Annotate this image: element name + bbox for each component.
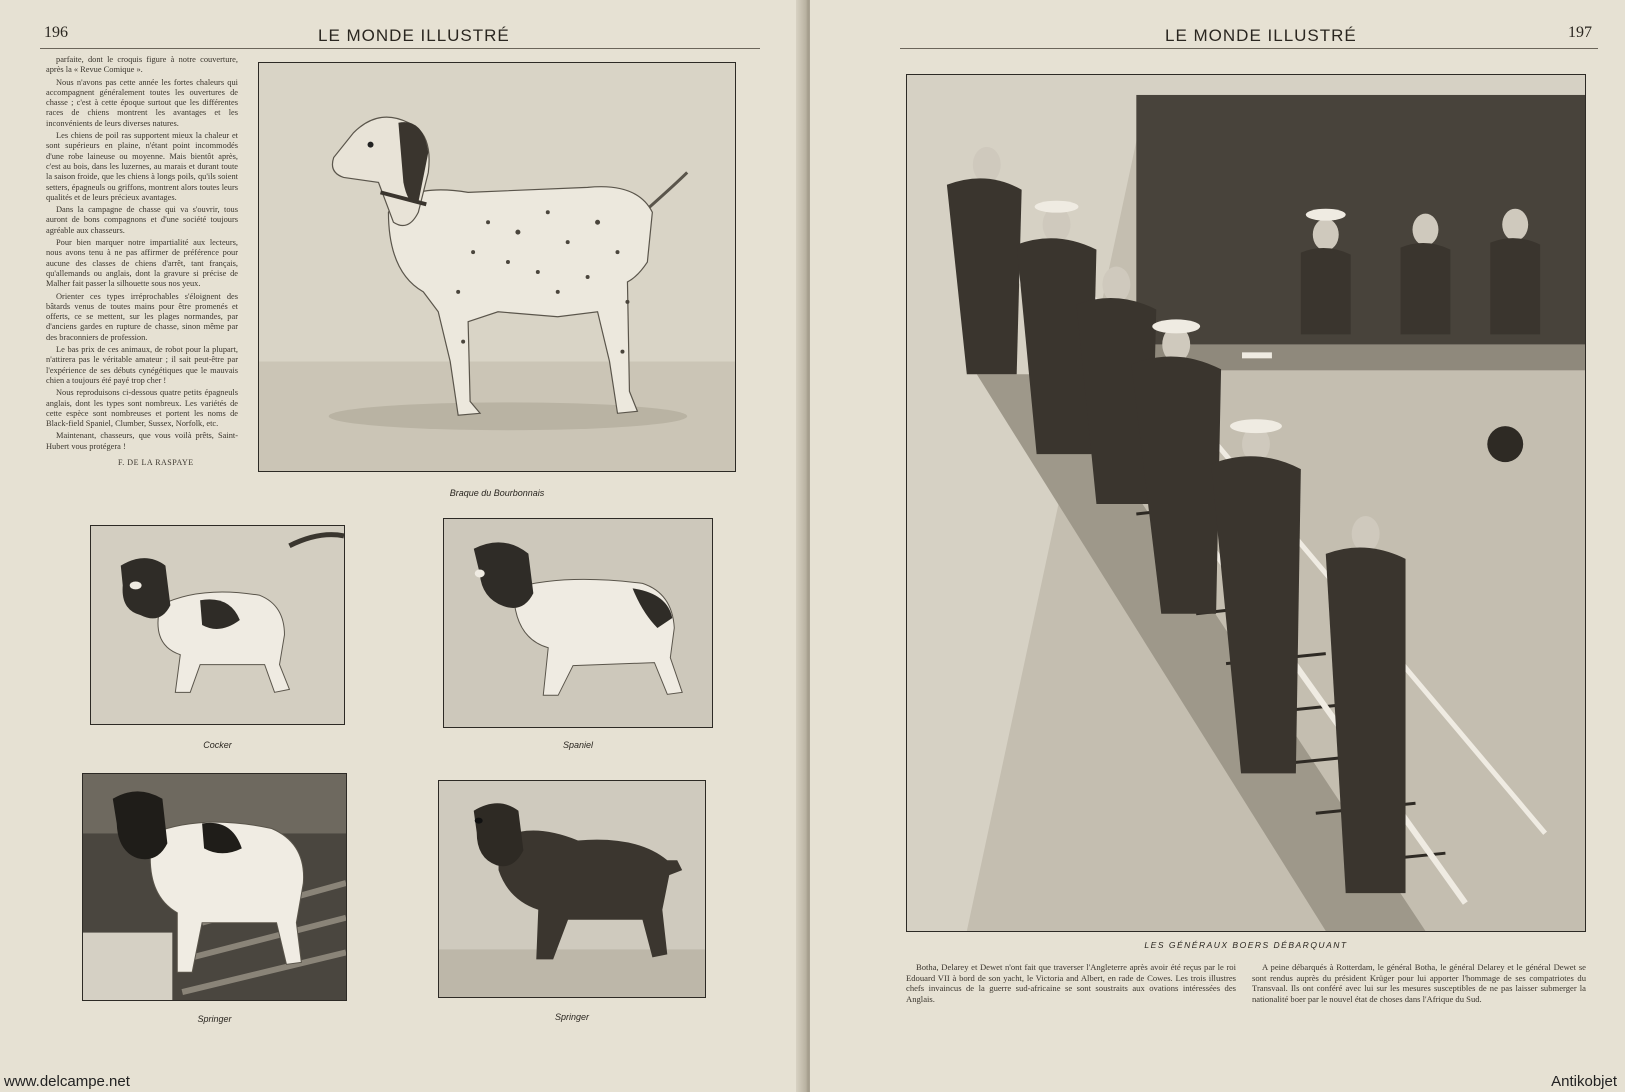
boer-generals-caption: LES GÉNÉRAUX BOERS DÉBARQUANT [1144, 940, 1348, 950]
springer-left-photo [82, 773, 347, 1001]
left-page [0, 0, 805, 1092]
cocker-photo [90, 525, 345, 725]
right-page [810, 0, 1625, 1092]
left-header-rule [40, 48, 760, 49]
springer-right-photo [438, 780, 706, 998]
springer-left-caption: Springer [197, 1014, 232, 1024]
article-paragraph: parfaite, dont le croquis figure à notre couverture, après la « Revue Comique ». [46, 55, 238, 75]
article-paragraph: Nous n'avons pas cette année les fortes chaleurs qui accompagnent généralement toutes les ouvertures de chasse ; c'est à cette époque surtout que les différentes races de chiens montrent les avantages et les inconvénients de leurs diverses natures. [46, 77, 238, 128]
cocker-caption: Cocker [203, 740, 232, 750]
left-page-number: 196 [44, 24, 68, 41]
spaniel-photo [443, 518, 713, 728]
right-page-number: 197 [1568, 24, 1592, 41]
footer-right-column: A peine débarqués à Rotterdam, le général Botha, le général Delarey et le général Dewet se sont rendus auprès du président Krüger pour lui apporter l'hommage de ses compatriotes du Transvaal. Ils ont conféré avec lui sur les mesures susceptibles de ne pas laisser submerger la nationalité boer par le nouvel état de choses dans l'Afrique du Sud. [1252, 962, 1586, 1004]
boer-generals-photo [906, 74, 1586, 932]
braque-caption: Braque du Bourbonnais [449, 488, 545, 498]
article-signature: F. DE LA RASPAYE [118, 458, 194, 467]
footer-left-column: Botha, Delarey et Dewet n'ont fait que traverser l'Angleterre après avoir été reçus par le roi Edouard VII à bord de son yacht, le Victoria and Albert, en rade de Cowes. Les trois illustres chefs invaincus de la guerre sud-africaine se sont soustraits aux ovations intéressées des Anglais. [906, 962, 1236, 1004]
right-running-head: LE MONDE ILLUSTRÉ [1165, 26, 1357, 45]
watermark-left: www.delcampe.net [4, 1073, 130, 1090]
article-paragraph: Dans la campagne de chasse qui va s'ouvrir, tous auront de bons compagnons et d'une société toujours agréable aux chasseurs. [46, 205, 238, 235]
springer-right-caption: Springer [554, 1012, 590, 1022]
watermark-right: Antikobjet [1551, 1073, 1617, 1090]
right-header-rule [900, 48, 1598, 49]
article-paragraph: Les chiens de poil ras supportent mieux la chaleur et sont supérieurs en plaine, n'étant point incommodés d'une robe laineuse ou moyenne. Mais bientôt après, c'est au bois, dans les luzernes, au marais et durant toute la saison froide, que les chiens à longs poils, qu'ils soient setters, épagneuls ou griffons, montrent alors toutes leurs qualités et de leurs précieux avantages. [46, 131, 238, 202]
braque-illustration [258, 62, 736, 472]
article-paragraph: Nous reproduisons ci-dessous quatre petits épagneuls anglais, dont les types sont nombreux. Les variétés de cette espèce sont nombreuses et portent les noms de Black-field Spaniel, Clumber, Sussex, Norfolk, etc. [46, 388, 238, 429]
article-column [46, 55, 238, 454]
article-paragraph: Le bas prix de ces animaux, de robot pour la plupart, n'attirera pas le véritable amateur ; il sait peut-être par l'expérience de ses débuts cynégétiques que le mauvais chien a toujours été payé trop cher ! [46, 345, 238, 385]
article-paragraph: Orienter ces types irréprochables s'éloignent des bâtards venus de toutes mains pour être promenés et offerts, ce se mettent, sur les plages normandes, par d'anciens gardes en rupture de chasse, sinon même par des braconniers de profession. [46, 291, 238, 342]
article-paragraph: Pour bien marquer notre impartialité aux lecteurs, nous avons tenu à ne pas affirmer de préférence pour aucune des classes de chiens d'arrêt, tant français, qu'allemands ou anglais, dont la gravure si précise de Malher fait passer la silhouette sous nos yeux. [46, 238, 238, 289]
spaniel-caption: Spaniel [562, 740, 594, 750]
article-paragraph: Maintenant, chasseurs, que vous voilà prêts, Saint-Hubert vous protégera ! [46, 431, 238, 451]
left-running-head: LE MONDE ILLUSTRÉ [318, 26, 510, 45]
